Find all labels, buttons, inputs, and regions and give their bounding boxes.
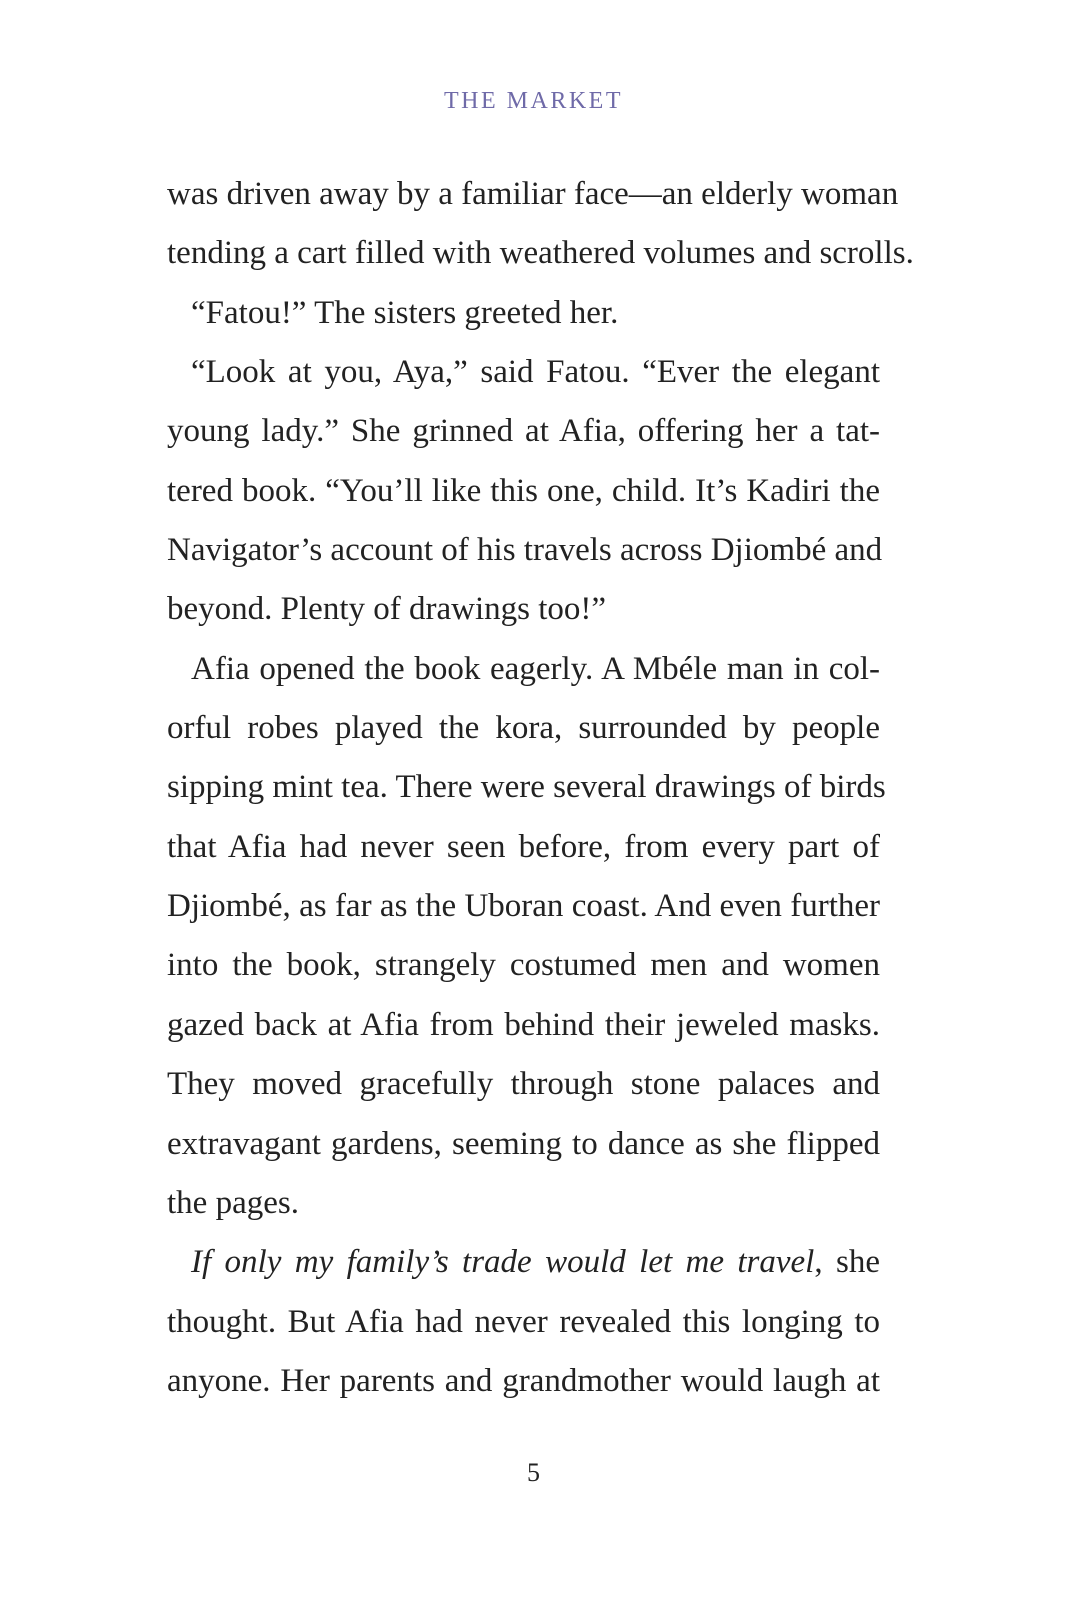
text-line: Djiombé, as far as the Uboran coast. And even further [167,888,880,925]
text-line: Afia opened the book eagerly. A Mbéle man in col- [191,650,880,687]
text-line: the pages. [167,1184,299,1221]
text-line: was driven away by a familiar face—an elderly woman [167,176,899,212]
text-line: tered book. “You’ll like this one, child. It’s Kadiri the [167,472,880,509]
text-line: orful robes played the kora, surrounded by people [167,710,880,747]
page-number: 5 [527,1458,540,1487]
text-line: anyone. Her parents and grandmother would laugh at [167,1362,880,1399]
text-line: gazed back at Afia from behind their jeweled masks. [167,1006,880,1043]
italic-thought: If only my family’s trade would let me travel [191,1244,815,1281]
text-line: beyond. Plenty of drawings too!” [167,591,607,628]
text-line [167,1233,880,1292]
text-line: Navigator’s account of his travels across Djiombé and [167,532,883,569]
text-line: “Look at you, Aya,” said Fatou. “Ever the elegant [191,354,880,391]
body-text [167,165,914,1411]
text-line: into the book, strangely costumed men and women [167,947,880,984]
text-line: They moved gracefully through stone palaces and [167,1066,880,1103]
text-line: tending a cart filled with weathered volumes and scrolls. [167,235,914,272]
running-head: THE MARKET [444,88,623,114]
text-line: young lady.” She grinned at Afia, offering her a tat- [167,413,880,450]
text-run: , she [814,1244,880,1281]
text-line: thought. But Afia had never revealed this longing to [167,1303,880,1340]
text-line: sipping mint tea. There were several drawings of birds [167,769,886,806]
text-line: “Fatou!” The sisters greeted her. [191,294,619,331]
text-line: that Afia had never seen before, from every part of [167,828,880,865]
text-line: extravagant gardens, seeming to dance as she flipped [167,1125,880,1162]
